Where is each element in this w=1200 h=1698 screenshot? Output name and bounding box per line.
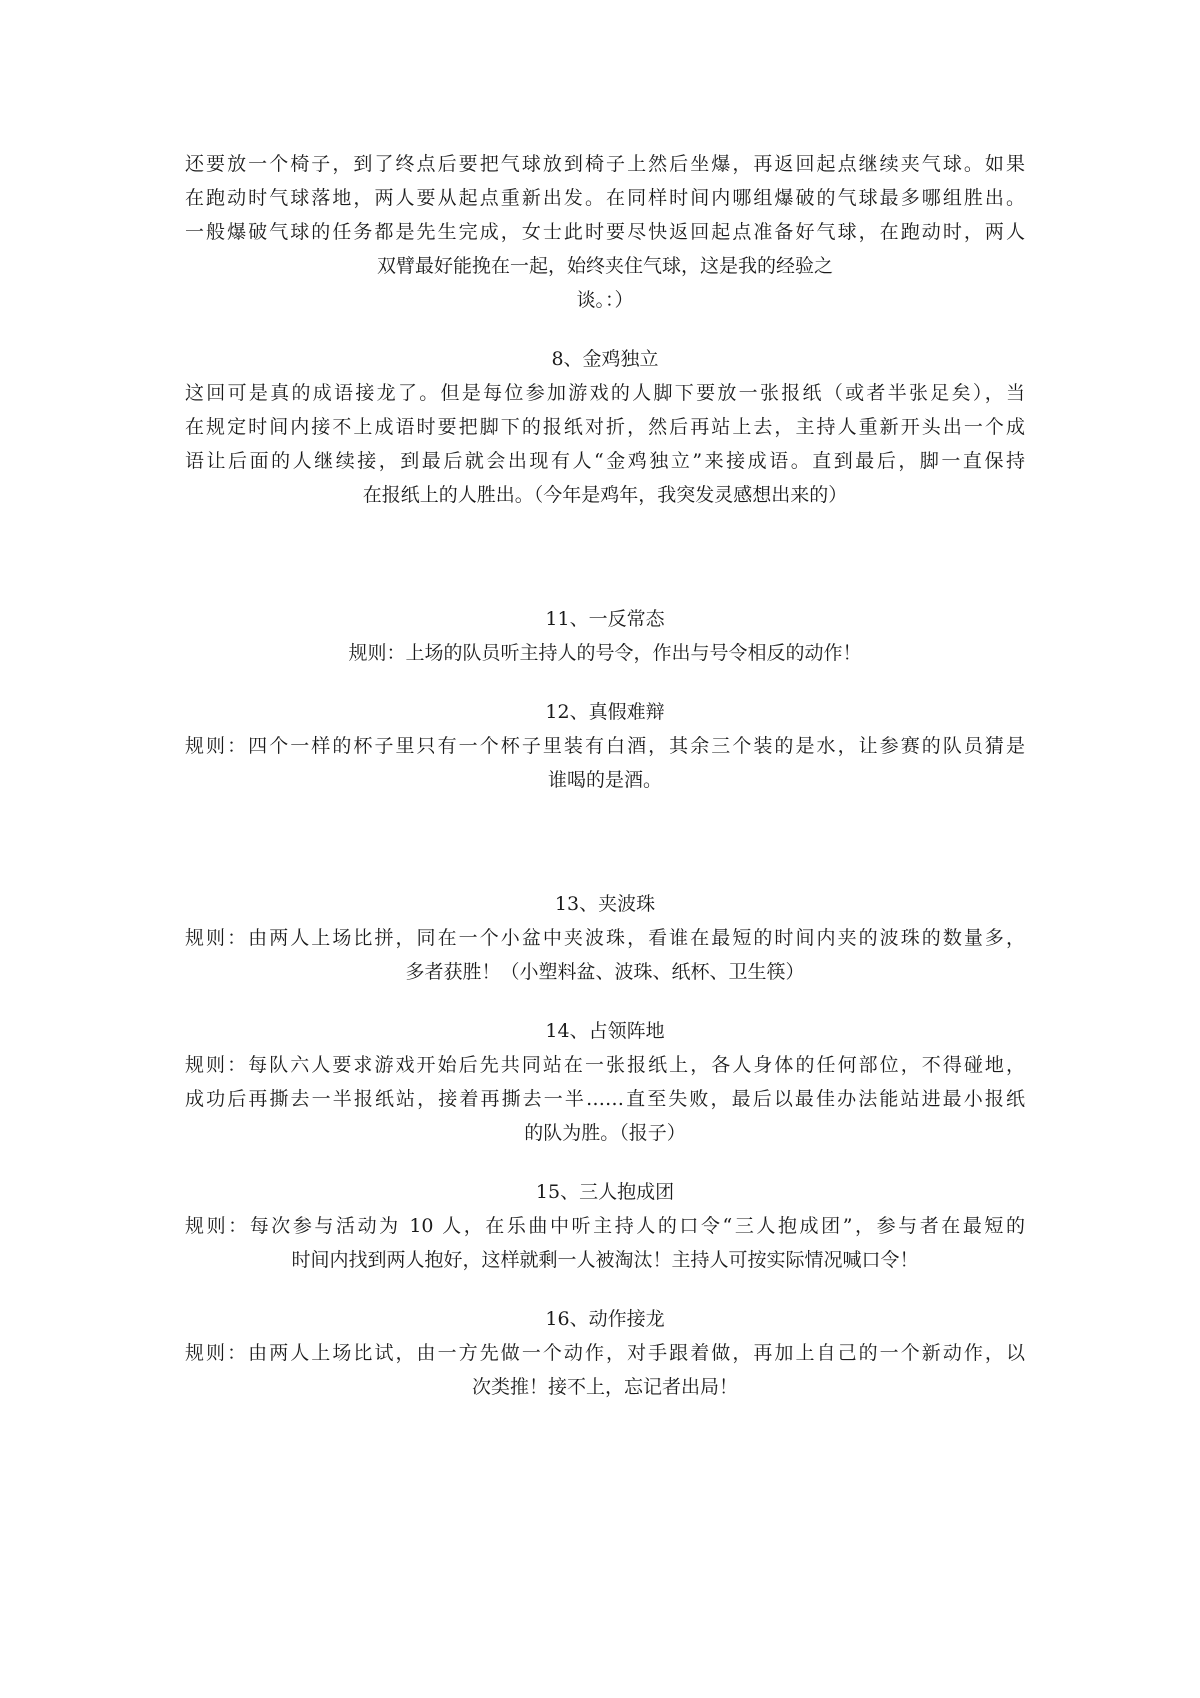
section-zhen-jia-nan-bian (185, 695, 1025, 797)
paragraph-line: 的队为胜。（报子） (524, 1122, 686, 1144)
section-dong-zuo-jie-long (185, 1302, 1025, 1404)
paragraph-line: 规则：每次参与活动为 10 人，在乐曲中听主持人的口令“三人抱成团”，参与者在最短的 (185, 1215, 1025, 1237)
paragraph-line: 一般爆破气球的任务都是先生完成，女士此时要尽快返回起点准备好气球，在跑动时，两人 (185, 221, 1025, 243)
section-title: 12、真假难辩 (545, 701, 665, 723)
paragraph-line: 双臂最好能挽在一起，始终夹住气球，这是我的经验之 (376, 255, 833, 277)
paragraph-line: 时间内找到两人抱好，这样就剩一人被淘汰！主持人可按实际情况喊口令！ (291, 1249, 919, 1271)
section-title: 14、占领阵地 (545, 1020, 665, 1042)
section-jia-bo-zhu (185, 887, 1025, 989)
paragraph-line: 还要放一个椅子，到了终点后要把气球放到椅子上然后坐爆，再返回起点继续夹气球。如果 (185, 153, 1025, 175)
paragraph-line: 在报纸上的人胜出。（今年是鸡年，我突发灵感想出来的） (362, 484, 848, 506)
section-zhan-ling-zhen-di (185, 1014, 1025, 1150)
section-title: 16、动作接龙 (545, 1308, 665, 1330)
paragraph-line: 规则：上场的队员听主持人的号令，作出与号令相反的动作！ (348, 642, 862, 664)
paragraph-line: 规则：每队六人要求游戏开始后先共同站在一张报纸上，各人身体的任何部位，不得碰地， (185, 1054, 1025, 1076)
paragraph-line: 规则：四个一样的杯子里只有一个杯子里装有白酒，其余三个装的是水，让参赛的队员猜是 (185, 735, 1025, 757)
intro-paragraph (185, 147, 1025, 317)
paragraph-line: 次类推！接不上，忘记者出局！ (471, 1376, 738, 1398)
section-yi-fan-chang-tai (185, 602, 1025, 670)
section-title: 13、夹波珠 (554, 893, 656, 915)
paragraph-line: 成功后再撕去一半报纸站，接着再撕去一半……直至失败，最后以最佳办法能站进最小报纸 (185, 1088, 1025, 1110)
paragraph-line: 谁喝的是酒。 (547, 769, 662, 791)
paragraph-line: 在规定时间内接不上成语时要把脚下的报纸对折，然后再站上去，主持人重新开头出一个成 (185, 416, 1025, 438)
section-title: 8、金鸡独立 (551, 348, 659, 370)
section-jin-ji-du-li (185, 342, 1025, 512)
paragraph-line: 规则：由两人上场比拼，同在一个小盆中夹波珠，看谁在最短的时间内夹的波珠的数量多， (185, 927, 1025, 949)
section-san-ren-bao-cheng-tuan (185, 1175, 1025, 1277)
paragraph-line: 多者获胜！（小塑料盆、波珠、纸杯、卫生筷） (405, 961, 805, 983)
paragraph-line: 在跑动时气球落地，两人要从起点重新出发。在同样时间内哪组爆破的气球最多哪组胜出。 (185, 187, 1025, 209)
paragraph-line: 规则：由两人上场比试，由一方先做一个动作，对手跟着做，再加上自己的一个新动作，以 (185, 1342, 1025, 1364)
section-title: 11、一反常态 (545, 608, 665, 630)
document-body (185, 147, 1025, 1404)
section-title: 15、三人抱成团 (535, 1181, 675, 1203)
paragraph-line: 语让后面的人继续接，到最后就会出现有人“金鸡独立”来接成语。直到最后，脚一直保持 (185, 450, 1025, 472)
paragraph-line: 谈。：） (576, 289, 634, 311)
paragraph-line: 这回可是真的成语接龙了。但是每位参加游戏的人脚下要放一张报纸（或者半张足矣），当 (185, 382, 1025, 404)
